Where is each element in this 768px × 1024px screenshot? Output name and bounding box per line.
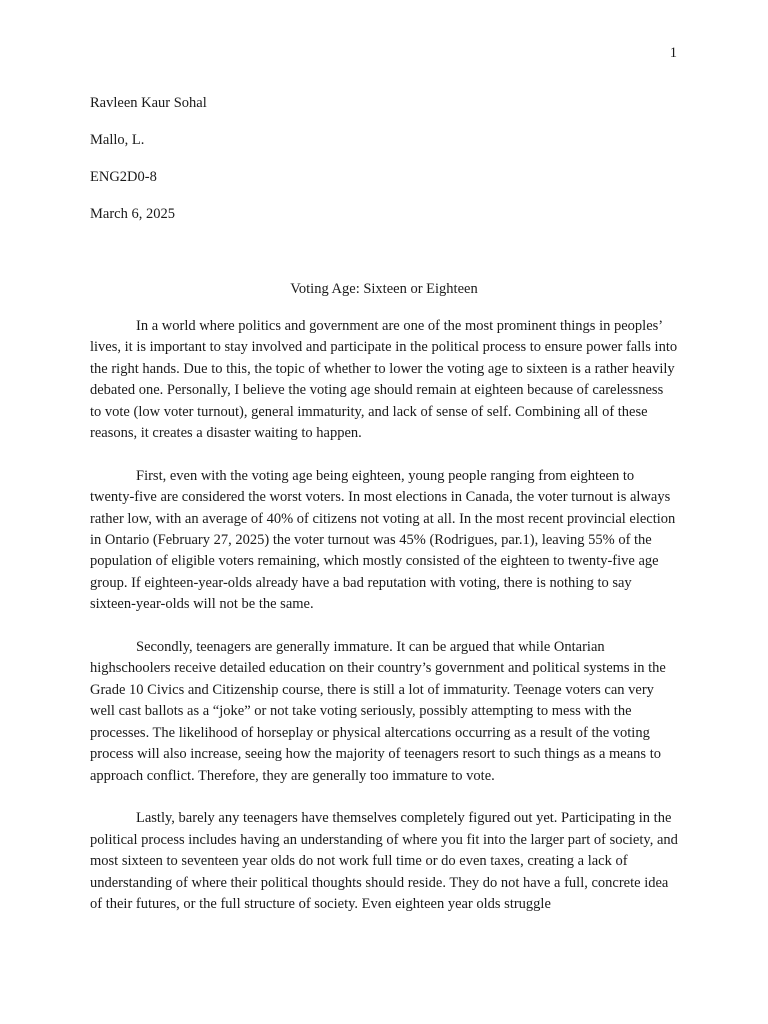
mla-header <box>90 94 680 242</box>
paragraph-voter-turnout: First, even with the voting age being eighteen, young people ranging from eighteen to twenty-five are considered the worst voters. In most elections in Canada, the voter turnout is always rather low, with an average of 40% of citizens not voting at all. In the most recent provincial election in Ontario (February 27, 2025) the voter turnout was 45% (Rodrigues, par.1), leaving 55% of the population of eligible voters remaining, which mostly consisted of the eighteen to twenty-five age group. If eighteen-year-olds already have a bad reputation with voting, there is nothing to say sixteen-year-olds will not be the same. <box>90 467 676 613</box>
paragraph-sense-of-self: Lastly, barely any teenagers have themselves completely figured out yet. Participating in the political process includes having an understanding of where you fit into the larger part of society, and most sixteen to seventeen year olds do not work full time or do even taxes, creating a lack of understanding of where their political thoughts should reside. They do not have a full, concrete idea of their futures, or the full structure of society. Even eighteen year olds struggle <box>90 810 678 912</box>
essay-title: Voting Age: Sixteen or Eighteen <box>290 281 478 297</box>
paragraph-introduction: In a world where politics and government are one of the most prominent things in peoples’ lives, it is important to stay involved and participate in the political process to ensure power falls into the right hands. Due to this, the topic of whether to lower the voting age to sixteen is a rather heavily debated one. Personally, I believe the voting age should remain at eighteen because of carelessness to vote (low voter turnout), general immaturity, and lack of sense of self. Combining all of these reasons, it creates a disaster waiting to happen. <box>90 318 678 442</box>
paragraph-immaturity: Secondly, teenagers are generally immature. It can be argued that while Ontarian highschoolers receive detailed education on their country’s government and political systems in the Grade 10 Civics and Citizenship course, there is still a lot of immaturity. Teenage voters can very well cast ballots as a “joke” or not take voting seriously, possibly attempting to mess with the processes. The likelihood of horseplay or physical altercations occurring as a result of the voting process will also increase, seeing how the majority of teenagers resort to such things as a means to approach conflict. Therefore, they are generally too immature to vote. <box>90 639 666 784</box>
student-name: Ravleen Kaur Sohal <box>90 95 207 111</box>
page-number: 1 <box>669 45 677 61</box>
document-date: March 6, 2025 <box>90 206 175 222</box>
teacher-name: Mallo, L. <box>90 132 145 148</box>
course-code: ENG2D0-8 <box>90 169 157 185</box>
essay-body <box>90 316 678 937</box>
